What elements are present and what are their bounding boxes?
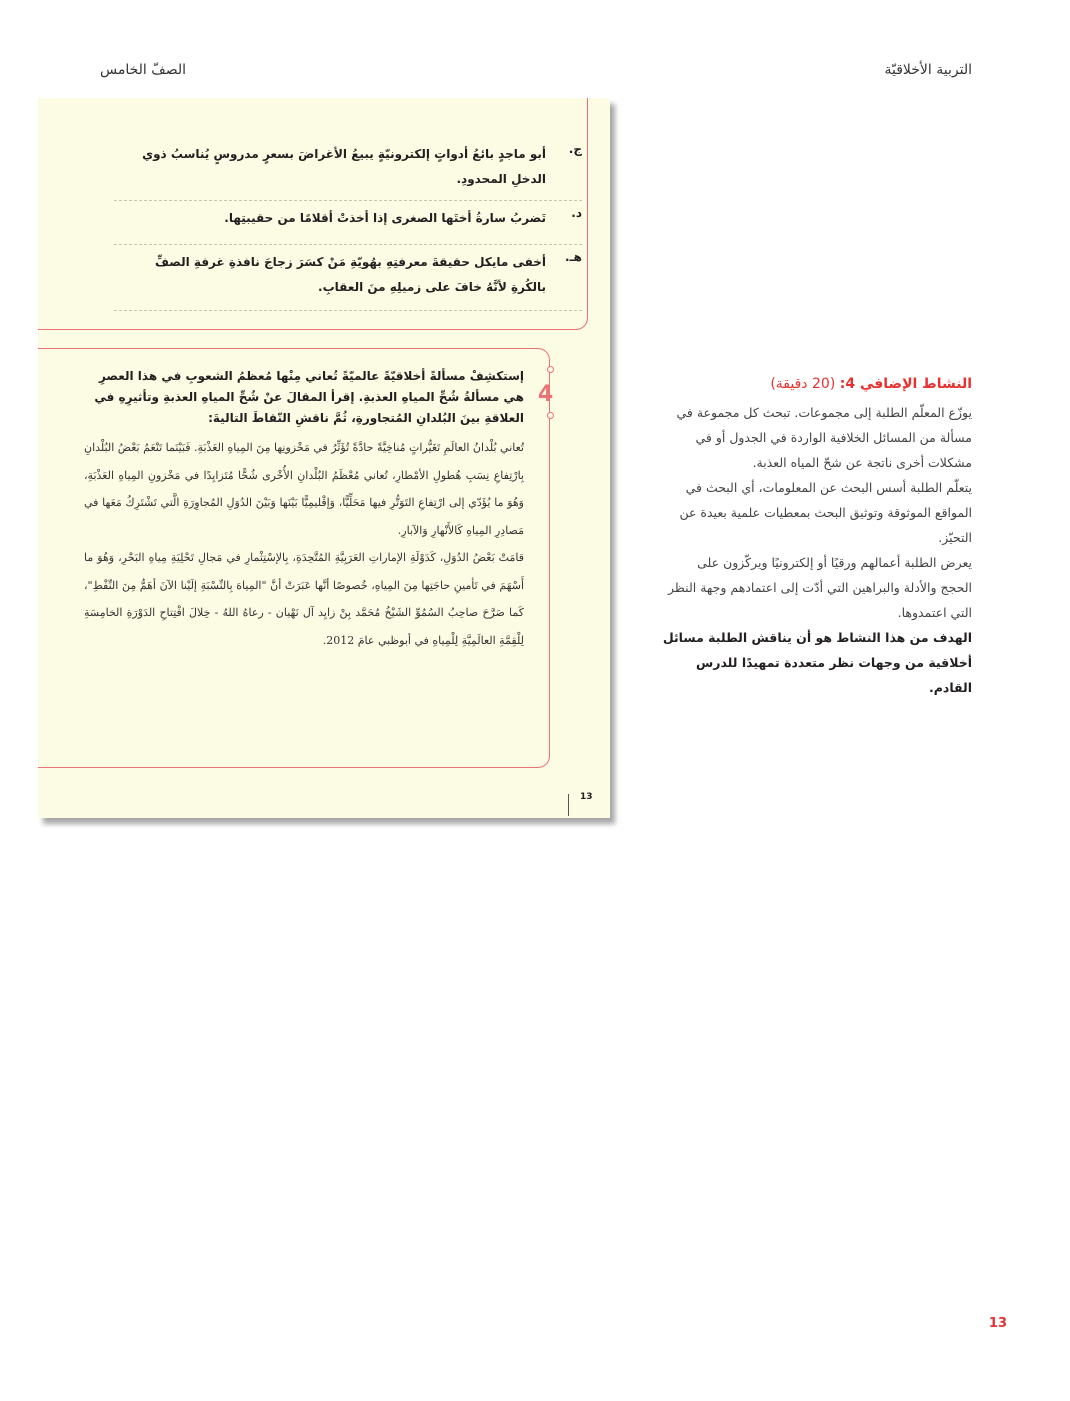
item-text: أبو ماجدٍ بائعُ أدواتٍ إلكترونيّةٍ يبيعُ الأغراضَ بسعرٍ مدروسٍ يُناسبُ ذوي الدخلِ المحدودِ. <box>142 147 546 186</box>
frame-dot <box>547 366 554 373</box>
item-d <box>122 206 582 231</box>
article <box>84 434 524 654</box>
item-h <box>122 250 582 300</box>
grade-header: الصفّ الخامس <box>100 62 187 78</box>
activity-goal: الهدف من هذا النشاط هو أن يناقش الطلبة مسائل أخلاقية من وجهات نظر متعددة تمهيدًا للدرس القادم. <box>662 630 972 695</box>
article-paragraph: قامَتْ بَعْضُ الدُوَلِ، كَدَوْلَةِ الإماراتِ العَرَبِيَّةِ المُتَّحِدَةِ، بِالإسْتِثْمارِ في مَجالِ تَحْلِيَةِ مِياهِ البَحْرِ، وَهُوَ ما أَسْهَمَ في تَأمينِ حاجَتِها مِنَ المِياهِ، خُصوصًا أنَّها عَبَرَتْ أنَّ "المِياهَ بِالنِّسْبَةِ إلَيْنا الآنَ أهَمُّ مِنَ النِّفْطِ"، كَما صَرَّحَ صاحِبُ السُمُوِّ الشَيْخُ مُحَمَّد بِنْ زايِد آل نَهْيان - رعاهُ اللهُ - خِلالَ افْتِتاحِ الدَوْرَةِ الخامِسَةِ لِلْقِمَّةِ العالَمِيَّةِ لِلْمِياهِ في أبوظبي عامَ 2012. <box>84 551 524 647</box>
article-paragraph: تُعاني بُلْدانُ العالَمِ تَغَيُّراتٍ مُناخِيَّةً حادَّةً تُؤَثِّرُ في مَخْزونِها مِنَ المِياهِ العَذْبَةِ. فَبَيْنَما تَنْعَمُ بَعْضُ البُلْدانِ بِارْتِفاعِ نِسَبِ هُطولِ الأمْطارِ، تُعاني مُعْظَمُ البُلْدانِ الأُخْرى شُحًّا مُتَزايِدًا في مَخْزونِ المِياهِ العَذْبَةِ، وَهُوَ ما يُؤَدّي إلى ارْتِفاعِ التَوَتُّرِ فيها مَحَلِّيًّا، وَإقْليمِيًّا بَيْنَها وَبَيْنَ الدُوَلِ المُجاوِرَةِ الَّتي تَشْتَرِكُ مَعَها في مَصادِرِ المِياهِ كَالأَنْهارِ وَالآبارِ. <box>84 441 524 537</box>
item-c <box>122 142 582 192</box>
book-page-number: 13 <box>580 792 593 802</box>
activity-number: 4 <box>538 382 554 407</box>
dashed-divider <box>114 244 582 245</box>
teacher-notes <box>662 374 972 700</box>
activity-duration: (20 دقيقة) <box>770 376 836 392</box>
note-paragraph: يعرض الطلبة أعمالهم ورقيًا أو إلكترونيًا ويركّزون على الحجج والأدلة والبراهين التي أدّت إلى اعتمادهم وجهة النظر التي اعتمدوها. <box>668 555 972 620</box>
page-number: 13 <box>988 1316 1007 1331</box>
note-paragraph: يتعلّم الطلبة أسس البحث عن المعلومات، أي البحث في المواقع الموثوقة وتوثيق البحث بمعطيات علمية بعيدة عن التحيّز. <box>679 480 972 545</box>
page-number-rule <box>568 794 569 816</box>
student-book-page <box>38 98 610 818</box>
frame-dot <box>547 412 554 419</box>
activity-title: النشاط الإضافي 4: <box>839 376 972 392</box>
dashed-divider <box>114 200 582 201</box>
item-text: أخفى مايكل حقيقةَ معرفتِهِ بهُويّةِ مَنْ كسَرَ زجاجَ نافذةِ غرفةِ الصفِّ بالكُرةِ لأنَّهُ خافَ على زميلِهِ منَ العقابِ. <box>155 255 546 294</box>
item-text: تَضربُ سارةُ أختَها الصغرى إذا أخذتْ أقلامًا من حقيبتِها. <box>224 211 546 225</box>
item-letter: ج. <box>568 142 582 156</box>
item-letter: هـ. <box>565 250 582 264</box>
activity-heading <box>662 374 972 394</box>
item-letter: د. <box>571 206 582 220</box>
activity-question: إستكشِفْ مسألةً أخلاقيّةً عالميّةً تُعاني مِنْها مُعظمُ الشعوبِ في هذا العصرِ هي مسألةُ شُحِّ المياهِ العذبةِ. إقرأ المقالَ عنْ شُحِّ المياهِ العذبةِ وتأثيرِهِ في العلاقةِ بينَ البُلدانِ المُتجاورةِ، ثُمَّ ناقشِ النّقاطَ التاليةَ: <box>94 369 524 425</box>
subject-header: التربية الأخلاقيّة <box>884 62 972 78</box>
note-paragraph: يوزّع المعلّم الطلبة إلى مجموعات. تبحث كل مجموعة في مسألة من المسائل الخلافية الواردة في الجدول أو في مشكلات أخرى ناتجة عن شحّ المياه العذبة. <box>676 405 972 470</box>
dashed-divider <box>114 310 582 311</box>
